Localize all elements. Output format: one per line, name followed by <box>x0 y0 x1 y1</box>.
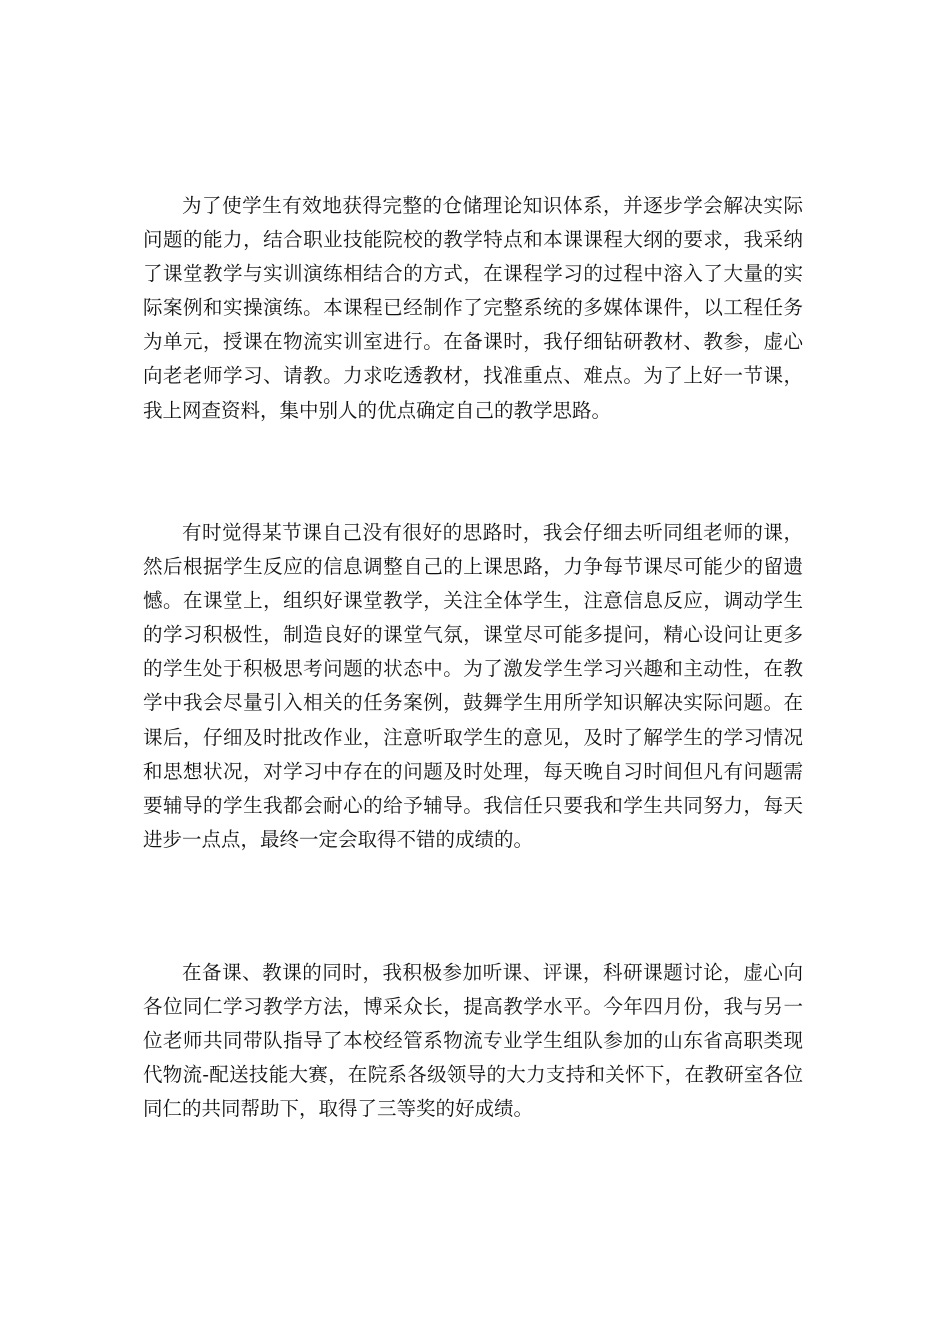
paragraph-1: 为了使学生有效地获得完整的仓储理论知识体系，并逐步学会解决实际问题的能力，结合职业技能院校的教学特点和本课课程大纲的要求，我采纳了课堂教学与实训演练相结合的方式，在课程学习的过程中溶入了大量的实际案例和实操演练。本课程已经制作了完整系统的多媒体课件，以工程任务为单元，授课在物流实训室进行。在备课时，我仔细钻研教材、教参，虚心向老老师学习、请教。力求吃透教材，找准重点、难点。为了上好一节课，我上网查资料，集中别人的优点确定自己的教学思路。 <box>143 194 803 422</box>
paragraph-2: 有时觉得某节课自己没有很好的思路时，我会仔细去听同组老师的课，然后根据学生反应的信息调整自己的上课思路，力争每节课尽可能少的留遗憾。在课堂上，组织好课堂教学，关注全体学生，注意信息反应，调动学生的学习积极性，制造良好的课堂气氛，课堂尽可能多提问，精心设问让更多的学生处于积极思考问题的状态中。为了激发学生学习兴趣和主动性，在教学中我会尽量引入相关的任务案例，鼓舞学生用所学知识解决实际问题。在课后，仔细及时批改作业，注意听取学生的意见，及时了解学生的学习情况和思想状况，对学习中存在的问题及时处理，每天晚自习时间但凡有问题需要辅导的学生我都会耐心的给予辅导。我信任只要我和学生共同努力，每天进步一点点，最终一定会取得不错的成绩的。 <box>143 521 803 851</box>
paragraph-3: 在备课、教课的同时，我积极参加听课、评课，科研课题讨论，虚心向各位同仁学习教学方法，博采众长，提高教学水平。今年四月份，我与另一位老师共同带队指导了本校经管系物流专业学生组队参加的山东省高职类现代物流-配送技能大赛，在院系各级领导的大力支持和关怀下，在教研室各位同仁的共同帮助下，取得了三等奖的好成绩。 <box>143 961 803 1121</box>
